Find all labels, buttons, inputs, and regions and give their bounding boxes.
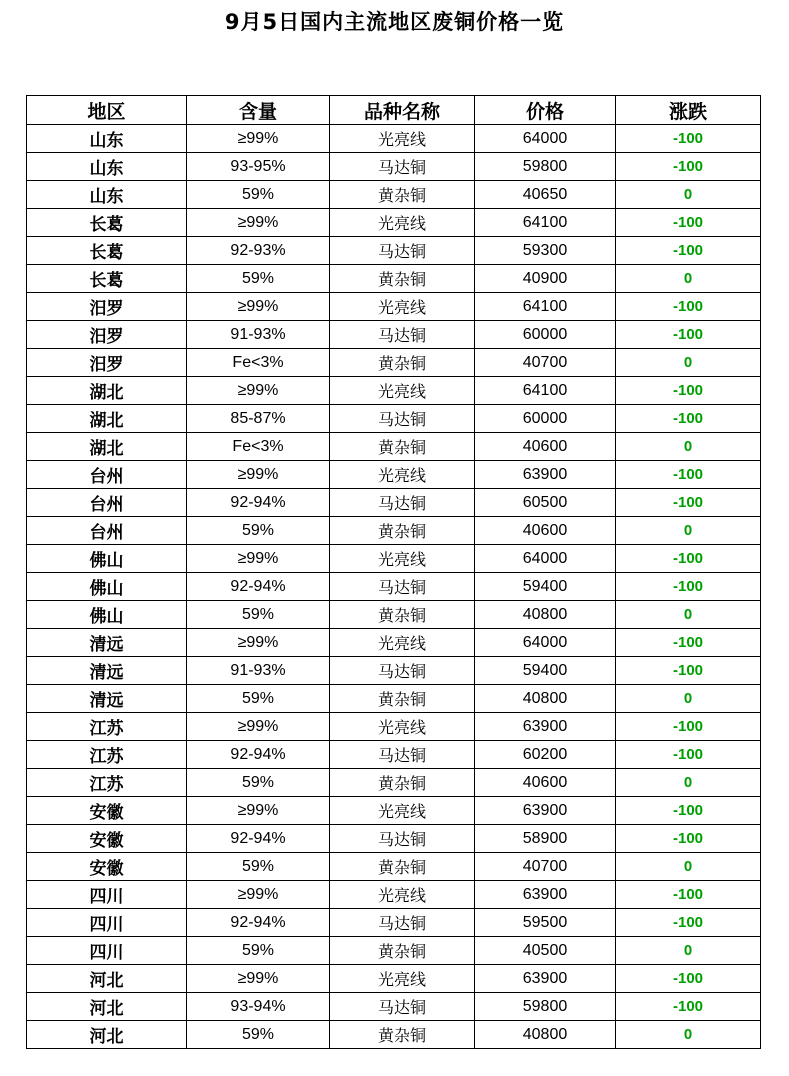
table-row [27,629,761,657]
price-cell: 59800 [475,153,616,181]
page-title: 9月5日国内主流地区废铜价格一览 [224,10,565,34]
change-cell: -100 [616,209,761,237]
table-row [27,181,761,209]
price-cell: 40600 [475,433,616,461]
variety-cell: 马达铜 [330,825,475,853]
table-row [27,657,761,685]
content-cell: 91-93% [187,321,330,349]
variety-cell: 光亮线 [330,545,475,573]
price-cell: 63900 [475,797,616,825]
change-cell: -100 [616,825,761,853]
price-cell: 64000 [475,545,616,573]
content-cell: 92-93% [187,237,330,265]
price-cell: 40600 [475,517,616,545]
region-cell: 长葛 [27,237,187,265]
change-cell: -100 [616,629,761,657]
price-cell: 40500 [475,937,616,965]
content-cell: 92-94% [187,573,330,601]
price-cell: 64100 [475,293,616,321]
table-body [27,125,761,1049]
content-cell: ≥99% [187,881,330,909]
content-cell: 93-95% [187,153,330,181]
change-cell: -100 [616,741,761,769]
content-cell: ≥99% [187,629,330,657]
change-cell: -100 [616,881,761,909]
variety-cell: 光亮线 [330,713,475,741]
price-cell: 63900 [475,881,616,909]
variety-cell: 马达铜 [330,489,475,517]
table-row [27,909,761,937]
price-cell: 40900 [475,265,616,293]
table-row [27,741,761,769]
table-row [27,321,761,349]
header-price: 价格 [475,96,616,125]
region-cell: 河北 [27,965,187,993]
change-cell: 0 [616,433,761,461]
region-cell: 台州 [27,517,187,545]
table-row [27,517,761,545]
price-cell: 59500 [475,909,616,937]
table-row [27,853,761,881]
variety-cell: 马达铜 [330,405,475,433]
region-cell: 台州 [27,461,187,489]
change-cell: -100 [616,545,761,573]
variety-cell: 马达铜 [330,573,475,601]
content-cell: 59% [187,685,330,713]
table-row [27,433,761,461]
variety-cell: 马达铜 [330,741,475,769]
content-cell: 92-94% [187,909,330,937]
variety-cell: 黄杂铜 [330,937,475,965]
content-cell: ≥99% [187,209,330,237]
change-cell: -100 [616,125,761,153]
content-cell: 59% [187,265,330,293]
content-cell: 92-94% [187,489,330,517]
change-cell: 0 [616,769,761,797]
change-cell: -100 [616,293,761,321]
table-row [27,993,761,1021]
content-cell: Fe<3% [187,349,330,377]
change-cell: -100 [616,377,761,405]
content-cell: ≥99% [187,797,330,825]
change-cell: -100 [616,237,761,265]
region-cell: 四川 [27,909,187,937]
price-cell: 60000 [475,405,616,433]
table-row [27,293,761,321]
region-cell: 佛山 [27,545,187,573]
table-row [27,601,761,629]
variety-cell: 马达铜 [330,153,475,181]
region-cell: 长葛 [27,209,187,237]
change-cell: 0 [616,181,761,209]
price-cell: 59400 [475,657,616,685]
region-cell: 清远 [27,657,187,685]
price-cell: 64100 [475,209,616,237]
price-cell: 40800 [475,601,616,629]
price-table [26,95,761,1049]
price-cell: 40700 [475,853,616,881]
variety-cell: 黄杂铜 [330,1021,475,1049]
region-cell: 湖北 [27,377,187,405]
table-row [27,881,761,909]
price-cell: 64000 [475,629,616,657]
variety-cell: 光亮线 [330,629,475,657]
change-cell: -100 [616,657,761,685]
region-cell: 汨罗 [27,321,187,349]
variety-cell: 马达铜 [330,657,475,685]
variety-cell: 黄杂铜 [330,181,475,209]
region-cell: 江苏 [27,713,187,741]
table-row [27,405,761,433]
variety-cell: 黄杂铜 [330,769,475,797]
content-cell: 91-93% [187,657,330,685]
change-cell: -100 [616,713,761,741]
variety-cell: 光亮线 [330,965,475,993]
price-cell: 58900 [475,825,616,853]
variety-cell: 光亮线 [330,293,475,321]
table-row [27,1021,761,1049]
price-cell: 60500 [475,489,616,517]
change-cell: 0 [616,937,761,965]
content-cell: 59% [187,1021,330,1049]
region-cell: 清远 [27,629,187,657]
region-cell: 安徽 [27,853,187,881]
table-row [27,265,761,293]
region-cell: 湖北 [27,405,187,433]
variety-cell: 马达铜 [330,993,475,1021]
content-cell: 93-94% [187,993,330,1021]
variety-cell: 马达铜 [330,909,475,937]
content-cell: ≥99% [187,965,330,993]
content-cell: ≥99% [187,125,330,153]
change-cell: 0 [616,517,761,545]
price-cell: 64100 [475,377,616,405]
variety-cell: 黄杂铜 [330,853,475,881]
table-row [27,489,761,517]
variety-cell: 光亮线 [330,125,475,153]
region-cell: 安徽 [27,797,187,825]
variety-cell: 光亮线 [330,377,475,405]
table-row [27,377,761,405]
content-cell: ≥99% [187,545,330,573]
table-row [27,965,761,993]
region-cell: 汨罗 [27,293,187,321]
price-cell: 63900 [475,713,616,741]
header-change: 涨跌 [616,96,761,125]
region-cell: 长葛 [27,265,187,293]
variety-cell: 黄杂铜 [330,517,475,545]
region-cell: 安徽 [27,825,187,853]
variety-cell: 黄杂铜 [330,601,475,629]
region-cell: 清远 [27,685,187,713]
content-cell: 85-87% [187,405,330,433]
change-cell: -100 [616,993,761,1021]
price-cell: 60200 [475,741,616,769]
table-row [27,153,761,181]
table-row [27,685,761,713]
region-cell: 山东 [27,125,187,153]
price-cell: 40600 [475,769,616,797]
content-cell: 92-94% [187,741,330,769]
change-cell: 0 [616,265,761,293]
table-row [27,349,761,377]
price-cell: 59800 [475,993,616,1021]
region-cell: 山东 [27,153,187,181]
region-cell: 江苏 [27,741,187,769]
variety-cell: 马达铜 [330,321,475,349]
table-row [27,825,761,853]
variety-cell: 黄杂铜 [330,685,475,713]
region-cell: 佛山 [27,601,187,629]
variety-cell: 光亮线 [330,209,475,237]
table-row [27,237,761,265]
table-row [27,769,761,797]
price-cell: 59400 [475,573,616,601]
table-row [27,937,761,965]
table-row [27,797,761,825]
header-content: 含量 [187,96,330,125]
header-region: 地区 [27,96,187,125]
content-cell: 59% [187,517,330,545]
content-cell: 59% [187,853,330,881]
region-cell: 四川 [27,881,187,909]
region-cell: 台州 [27,489,187,517]
price-cell: 40650 [475,181,616,209]
content-cell: Fe<3% [187,433,330,461]
price-cell: 64000 [475,125,616,153]
table-header-row [27,96,761,125]
content-cell: ≥99% [187,377,330,405]
content-cell: ≥99% [187,461,330,489]
variety-cell: 光亮线 [330,797,475,825]
region-cell: 江苏 [27,769,187,797]
content-cell: 92-94% [187,825,330,853]
region-cell: 河北 [27,993,187,1021]
change-cell: -100 [616,405,761,433]
price-cell: 60000 [475,321,616,349]
price-cell: 40800 [475,685,616,713]
price-cell: 63900 [475,965,616,993]
change-cell: 0 [616,1021,761,1049]
table-row [27,461,761,489]
change-cell: -100 [616,321,761,349]
change-cell: -100 [616,909,761,937]
content-cell: 59% [187,769,330,797]
change-cell: -100 [616,573,761,601]
variety-cell: 黄杂铜 [330,265,475,293]
content-cell: ≥99% [187,713,330,741]
header-variety: 品种名称 [330,96,475,125]
change-cell: 0 [616,601,761,629]
region-cell: 佛山 [27,573,187,601]
change-cell: -100 [616,461,761,489]
price-cell: 40800 [475,1021,616,1049]
region-cell: 河北 [27,1021,187,1049]
table-row [27,209,761,237]
change-cell: -100 [616,965,761,993]
content-cell: 59% [187,601,330,629]
table-row [27,573,761,601]
change-cell: -100 [616,489,761,517]
change-cell: -100 [616,153,761,181]
content-cell: ≥99% [187,293,330,321]
price-cell: 59300 [475,237,616,265]
variety-cell: 光亮线 [330,461,475,489]
price-cell: 63900 [475,461,616,489]
region-cell: 湖北 [27,433,187,461]
table-row [27,545,761,573]
region-cell: 汨罗 [27,349,187,377]
region-cell: 四川 [27,937,187,965]
variety-cell: 黄杂铜 [330,349,475,377]
change-cell: 0 [616,853,761,881]
change-cell: 0 [616,685,761,713]
change-cell: -100 [616,797,761,825]
content-cell: 59% [187,937,330,965]
variety-cell: 黄杂铜 [330,433,475,461]
region-cell: 山东 [27,181,187,209]
table-row [27,125,761,153]
content-cell: 59% [187,181,330,209]
table-row [27,713,761,741]
variety-cell: 马达铜 [330,237,475,265]
price-cell: 40700 [475,349,616,377]
change-cell: 0 [616,349,761,377]
variety-cell: 光亮线 [330,881,475,909]
